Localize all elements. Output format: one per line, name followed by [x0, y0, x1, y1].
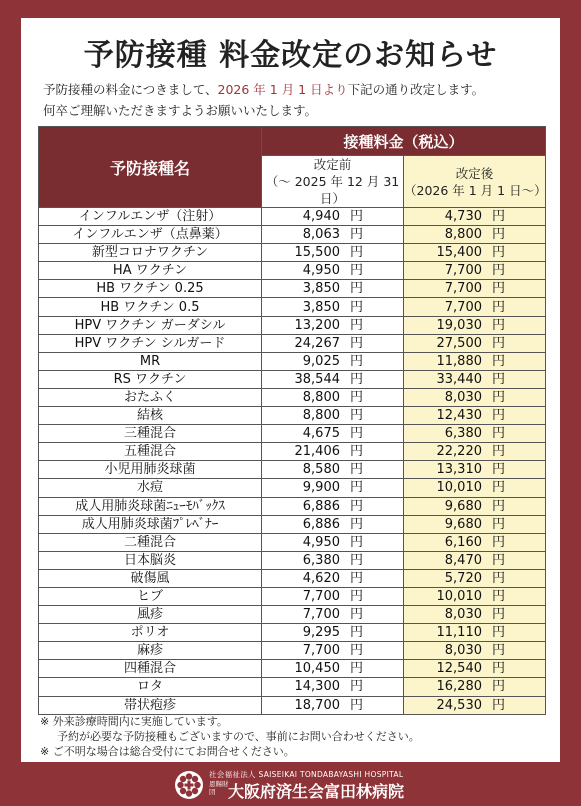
- price-after-value: 12,430: [436, 408, 482, 424]
- price-before: [262, 244, 404, 262]
- vaccine-name: 四種混合: [39, 660, 262, 678]
- price-after: [404, 226, 546, 244]
- saiseikai-emblem-icon: [174, 770, 204, 800]
- price-before: [262, 606, 404, 624]
- intro-line-1-pre: 予防接種の料金につきまして、: [43, 82, 218, 97]
- price-unit: 円: [350, 353, 364, 369]
- price-before: [262, 497, 404, 515]
- table-row: [39, 587, 546, 605]
- price-after-value: 8,030: [444, 643, 482, 659]
- price-before: [262, 370, 404, 388]
- price-after: [404, 425, 546, 443]
- price-before-value: 8,800: [302, 408, 340, 424]
- price-before: [262, 660, 404, 678]
- table-row: [39, 226, 546, 244]
- price-after-value: 15,400: [436, 245, 482, 261]
- vaccine-name: 帯状疱疹: [39, 696, 262, 714]
- vaccine-name: HPV ワクチン ガーダシル: [39, 316, 262, 334]
- table-row: [39, 479, 546, 497]
- price-unit: 円: [350, 570, 364, 586]
- table-row: [39, 388, 546, 406]
- price-unit: 円: [492, 299, 506, 315]
- price-after: [404, 280, 546, 298]
- vaccine-name: 結核: [39, 407, 262, 425]
- price-after: [404, 678, 546, 696]
- price-after-value: 10,010: [436, 480, 482, 496]
- price-after-value: 10,010: [436, 589, 482, 605]
- price-before-value: 8,063: [302, 227, 340, 243]
- price-before: [262, 569, 404, 587]
- table-row: [39, 298, 546, 316]
- price-before: [262, 334, 404, 352]
- table-row: [39, 334, 546, 352]
- table-row: [39, 280, 546, 298]
- price-after: [404, 370, 546, 388]
- price-after: [404, 497, 546, 515]
- table-row: [39, 660, 546, 678]
- price-unit: 円: [492, 227, 506, 243]
- price-unit: 円: [492, 317, 506, 333]
- price-before-value: 10,450: [294, 661, 340, 677]
- price-before-value: 6,886: [302, 498, 340, 514]
- table-row: [39, 497, 546, 515]
- note-2: 予約が必要な予防接種もございますので、事前にお問い合わせください。: [57, 730, 420, 743]
- vaccine-name: 新型コロナワクチン: [39, 244, 262, 262]
- price-after-value: 11,110: [436, 625, 482, 641]
- price-before-value: 4,940: [302, 209, 340, 225]
- table-row: [39, 262, 546, 280]
- price-before: [262, 551, 404, 569]
- price-before: [262, 515, 404, 533]
- price-unit: 円: [350, 534, 364, 550]
- table-row: [39, 696, 546, 714]
- price-after: [404, 551, 546, 569]
- price-after: [404, 696, 546, 714]
- note-3: ※ ご不明な場合は総合受付にてお問合せください。: [40, 745, 295, 758]
- table-row: [39, 370, 546, 388]
- price-unit: 円: [350, 552, 364, 568]
- table-row: [39, 316, 546, 334]
- price-before: [262, 226, 404, 244]
- price-unit: 円: [492, 245, 506, 261]
- vaccine-name: インフルエンザ（点鼻薬）: [39, 226, 262, 244]
- price-unit: 円: [492, 643, 506, 659]
- price-unit: 円: [492, 408, 506, 424]
- price-after-value: 22,220: [436, 444, 482, 460]
- price-before-value: 7,700: [302, 589, 340, 605]
- price-unit: 円: [350, 643, 364, 659]
- price-unit: 円: [492, 589, 506, 605]
- price-unit: 円: [350, 371, 364, 387]
- price-before: [262, 425, 404, 443]
- price-after-value: 7,700: [444, 281, 482, 297]
- table-row: [39, 244, 546, 262]
- price-after: [404, 461, 546, 479]
- price-before-value: 15,500: [294, 245, 340, 261]
- table-row: [39, 533, 546, 551]
- vaccine-name: HB ワクチン 0.25: [39, 280, 262, 298]
- price-unit: 円: [350, 589, 364, 605]
- table-row: [39, 407, 546, 425]
- price-before-value: 9,295: [302, 625, 340, 641]
- before-header: [262, 156, 404, 208]
- after-period: （2026 年 1 月 1 日～）: [404, 182, 547, 198]
- price-after: [404, 388, 546, 406]
- price-after: [404, 244, 546, 262]
- price-unit: 円: [350, 516, 364, 532]
- price-after-value: 8,470: [444, 552, 482, 568]
- price-unit: 円: [350, 335, 364, 351]
- price-unit: 円: [492, 697, 506, 713]
- price-unit: 円: [350, 480, 364, 496]
- price-before: [262, 479, 404, 497]
- price-unit: 円: [350, 625, 364, 641]
- vaccine-name: ポリオ: [39, 624, 262, 642]
- before-label: 改定前: [313, 157, 352, 172]
- vaccine-name: HA ワクチン: [39, 262, 262, 280]
- price-unit: 円: [492, 426, 506, 442]
- vaccine-name: おたふく: [39, 388, 262, 406]
- effective-date: 2026 年 1 月 1 日より: [217, 82, 348, 97]
- vaccine-name: インフルエンザ（注射）: [39, 208, 262, 226]
- price-unit: 円: [350, 661, 364, 677]
- fee-table: [38, 126, 546, 715]
- price-after: [404, 624, 546, 642]
- price-after: [404, 479, 546, 497]
- price-before: [262, 642, 404, 660]
- price-unit: 円: [492, 552, 506, 568]
- price-before-value: 9,025: [302, 353, 340, 369]
- vaccine-name: ロタ: [39, 678, 262, 696]
- price-after: [404, 569, 546, 587]
- price-after-value: 27,500: [436, 335, 482, 351]
- price-after-value: 7,700: [444, 263, 482, 279]
- vaccine-name: 三種混合: [39, 425, 262, 443]
- price-after-value: 11,880: [436, 353, 482, 369]
- vaccine-name: 日本脳炎: [39, 551, 262, 569]
- price-after: [404, 298, 546, 316]
- price-unit: 円: [492, 335, 506, 351]
- price-unit: 円: [492, 661, 506, 677]
- price-before: [262, 624, 404, 642]
- price-before: [262, 461, 404, 479]
- price-unit: 円: [492, 607, 506, 623]
- hospital-name: 大阪府済生会富田林病院: [228, 782, 405, 801]
- note-1: ※ 外来診療時間内に実施しています。: [40, 715, 228, 728]
- vaccine-name: HB ワクチン 0.5: [39, 298, 262, 316]
- vaccine-name: 小児用肺炎球菌: [39, 461, 262, 479]
- table-row: [39, 624, 546, 642]
- price-unit: 円: [492, 625, 506, 641]
- price-after-value: 6,380: [444, 426, 482, 442]
- price-unit: 円: [350, 317, 364, 333]
- price-before-value: 7,700: [302, 643, 340, 659]
- price-after-value: 5,720: [444, 570, 482, 586]
- price-unit: 円: [492, 263, 506, 279]
- price-before-value: 3,850: [302, 299, 340, 315]
- page-title: 予防接種 料金改定のお知らせ: [83, 38, 498, 73]
- price-unit: 円: [492, 281, 506, 297]
- price-before-value: 6,380: [302, 552, 340, 568]
- price-before-value: 4,950: [302, 263, 340, 279]
- price-unit: 円: [492, 389, 506, 405]
- price-before-value: 4,620: [302, 570, 340, 586]
- price-unit: 円: [492, 209, 506, 225]
- price-before: [262, 443, 404, 461]
- price-unit: 円: [492, 516, 506, 532]
- price-before: [262, 407, 404, 425]
- price-unit: 円: [492, 534, 506, 550]
- price-after: [404, 316, 546, 334]
- price-unit: 円: [350, 281, 364, 297]
- price-before-value: 8,580: [302, 462, 340, 478]
- price-before-value: 3,850: [302, 281, 340, 297]
- price-after: [404, 443, 546, 461]
- vaccine-name: 成人用肺炎球菌ﾆｭｰﾓﾊﾞｯｸｽ: [39, 497, 262, 515]
- price-before: [262, 208, 404, 226]
- fee-header: 接種料金（税込）: [262, 127, 546, 156]
- footer: [0, 763, 581, 806]
- price-unit: 円: [492, 462, 506, 478]
- price-before: [262, 262, 404, 280]
- after-label: 改定後: [455, 165, 494, 181]
- price-unit: 円: [350, 245, 364, 261]
- price-unit: 円: [492, 679, 506, 695]
- price-before: [262, 533, 404, 551]
- price-after-value: 8,030: [444, 389, 482, 405]
- price-before-value: 21,406: [294, 444, 340, 460]
- price-after: [404, 515, 546, 533]
- price-before-value: 6,886: [302, 516, 340, 532]
- table-row: [39, 352, 546, 370]
- table-row: [39, 443, 546, 461]
- intro-line-1: [43, 79, 553, 100]
- price-after-value: 16,280: [436, 679, 482, 695]
- price-before: [262, 298, 404, 316]
- price-before-value: 24,267: [294, 335, 340, 351]
- price-before: [262, 388, 404, 406]
- price-after: [404, 587, 546, 605]
- after-header: [404, 156, 546, 208]
- price-unit: 円: [492, 371, 506, 387]
- price-after-value: 9,680: [444, 498, 482, 514]
- price-unit: 円: [350, 389, 364, 405]
- price-unit: 円: [350, 679, 364, 695]
- price-unit: 円: [350, 462, 364, 478]
- table-row: [39, 678, 546, 696]
- price-after: [404, 334, 546, 352]
- price-after-value: 12,540: [436, 661, 482, 677]
- price-after: [404, 262, 546, 280]
- org-english: SAISEIKAI TONDABAYASHI HOSPITAL: [258, 770, 404, 779]
- table-row: [39, 606, 546, 624]
- notice-card: [21, 18, 560, 762]
- price-after-value: 33,440: [436, 371, 482, 387]
- org-type: 社会福祉法人: [209, 770, 256, 779]
- intro-line-1-post: 下記の通り改定します。: [347, 82, 485, 97]
- price-after-value: 6,160: [444, 534, 482, 550]
- table-row: [39, 642, 546, 660]
- before-period: （～ 2025 年 12 月 31 日）: [265, 174, 400, 206]
- price-unit: 円: [492, 353, 506, 369]
- price-unit: 円: [350, 263, 364, 279]
- vaccine-name: ヒブ: [39, 587, 262, 605]
- vaccine-name: HPV ワクチン シルガード: [39, 334, 262, 352]
- price-before-value: 7,700: [302, 607, 340, 623]
- vaccine-name: 五種混合: [39, 443, 262, 461]
- price-after-value: 8,800: [444, 227, 482, 243]
- price-after: [404, 642, 546, 660]
- price-before-value: 18,700: [294, 697, 340, 713]
- price-before: [262, 316, 404, 334]
- vaccine-name: 麻疹: [39, 642, 262, 660]
- price-after: [404, 407, 546, 425]
- price-after-value: 13,310: [436, 462, 482, 478]
- price-unit: 円: [350, 426, 364, 442]
- price-after: [404, 660, 546, 678]
- table-row: [39, 425, 546, 443]
- table-row: [39, 515, 546, 533]
- price-unit: 円: [350, 299, 364, 315]
- price-before-value: 8,800: [302, 389, 340, 405]
- table-row: [39, 551, 546, 569]
- notes: [40, 714, 420, 759]
- price-unit: 円: [350, 227, 364, 243]
- price-before: [262, 352, 404, 370]
- price-unit: 円: [350, 498, 364, 514]
- price-after-value: 24,530: [436, 697, 482, 713]
- vaccine-name: 二種混合: [39, 533, 262, 551]
- price-unit: 円: [492, 444, 506, 460]
- price-before-value: 9,900: [302, 480, 340, 496]
- vaccine-name: 破傷風: [39, 569, 262, 587]
- price-before: [262, 280, 404, 298]
- table-row: [39, 569, 546, 587]
- org-tag: 恩賜財団: [209, 780, 229, 796]
- price-unit: 円: [350, 209, 364, 225]
- intro-line-2: 何卒ご理解いただきますようお願いいたします。: [43, 103, 318, 118]
- price-after: [404, 606, 546, 624]
- price-before-value: 14,300: [294, 679, 340, 695]
- price-after: [404, 533, 546, 551]
- price-before: [262, 678, 404, 696]
- price-unit: 円: [350, 607, 364, 623]
- price-unit: 円: [492, 570, 506, 586]
- fee-rows: [39, 208, 546, 715]
- price-unit: 円: [492, 480, 506, 496]
- price-unit: 円: [350, 444, 364, 460]
- price-after-value: 4,730: [444, 209, 482, 225]
- price-after-value: 8,030: [444, 607, 482, 623]
- vaccine-name: 風疹: [39, 606, 262, 624]
- price-after: [404, 352, 546, 370]
- vaccine-name: MR: [39, 352, 262, 370]
- price-before-value: 38,544: [294, 371, 340, 387]
- price-after-value: 7,700: [444, 299, 482, 315]
- price-before-value: 13,200: [294, 317, 340, 333]
- price-unit: 円: [350, 697, 364, 713]
- intro-text: [43, 79, 553, 121]
- price-unit: 円: [350, 408, 364, 424]
- price-before: [262, 696, 404, 714]
- table-row: [39, 208, 546, 226]
- price-before: [262, 587, 404, 605]
- price-after-value: 9,680: [444, 516, 482, 532]
- price-after: [404, 208, 546, 226]
- price-unit: 円: [492, 498, 506, 514]
- table-row: [39, 461, 546, 479]
- price-after-value: 19,030: [436, 317, 482, 333]
- vaccine-name: 成人用肺炎球菌ﾌﾟﾚﾍﾞﾅｰ: [39, 515, 262, 533]
- price-before-value: 4,950: [302, 534, 340, 550]
- price-before-value: 4,675: [302, 426, 340, 442]
- vaccine-name: RS ワクチン: [39, 370, 262, 388]
- vaccine-name-header: 予防接種名: [39, 127, 262, 208]
- vaccine-name: 水痘: [39, 479, 262, 497]
